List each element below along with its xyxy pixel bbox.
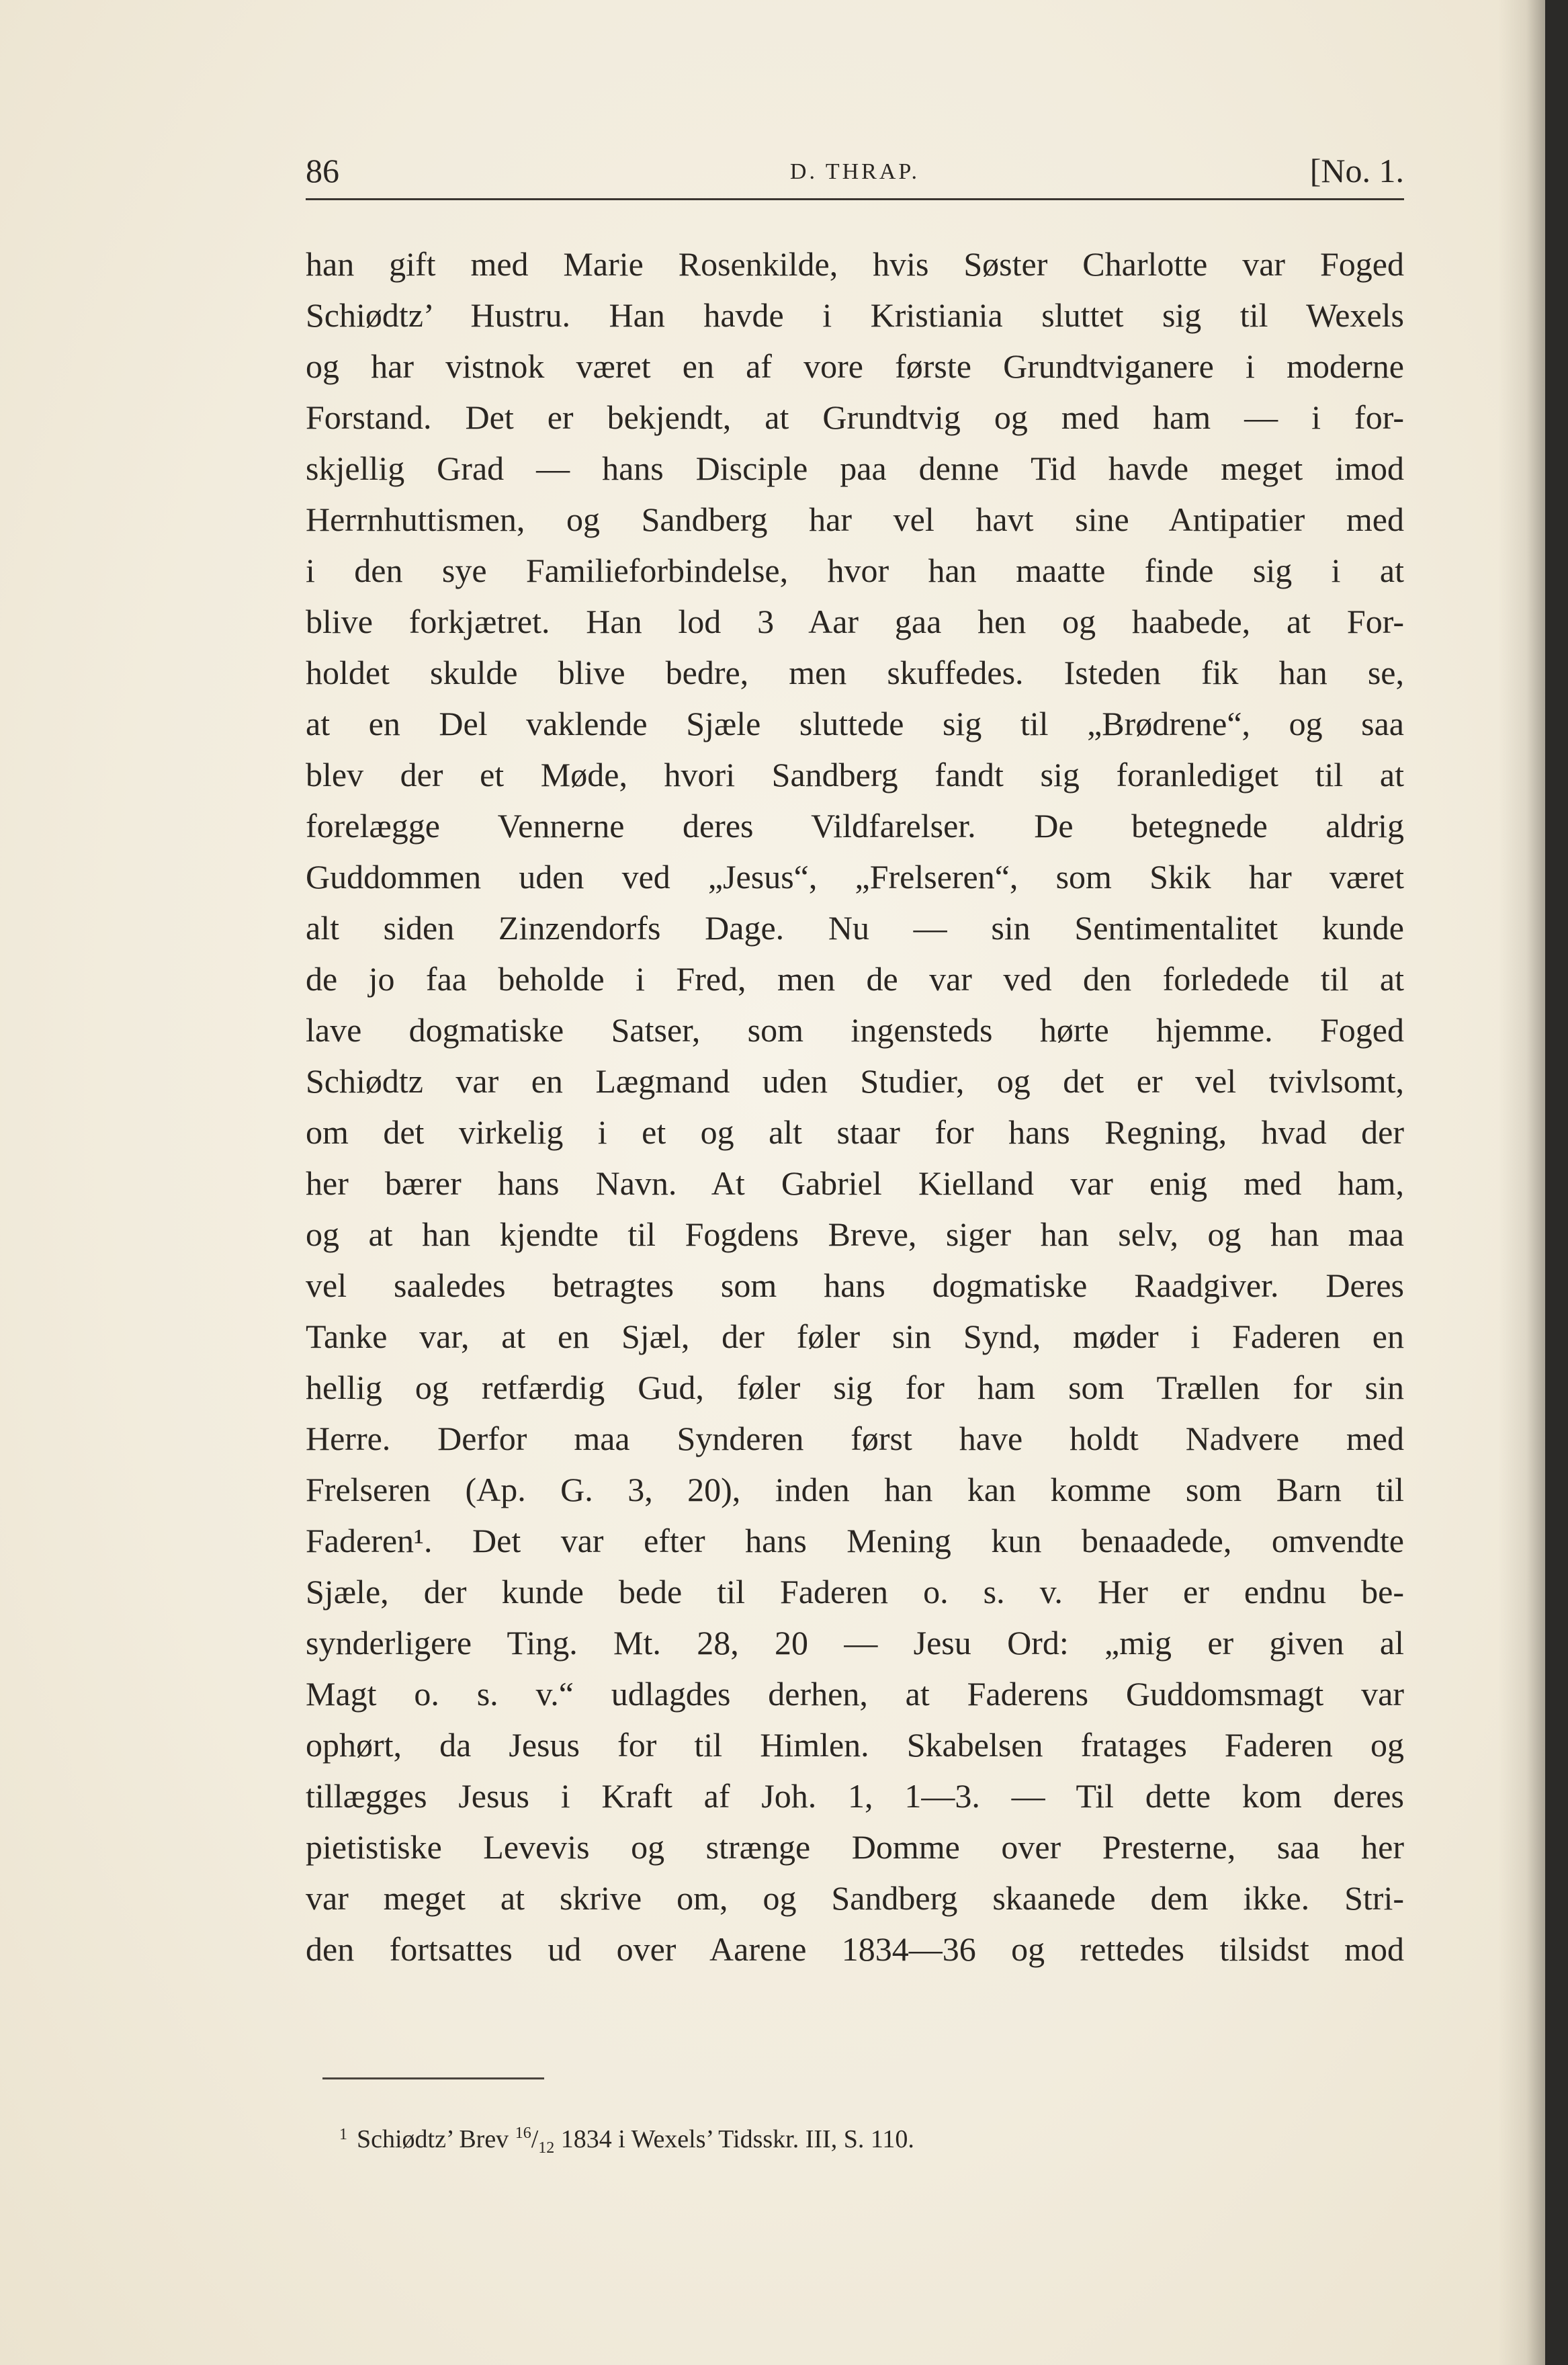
issue-number: [No. 1. <box>1309 152 1404 189</box>
footnote <box>339 2116 914 2165</box>
footnote-text-after: 1834 i Wexels’ Tidsskr. III, S. 110. <box>560 2125 914 2153</box>
text-line: de jo faa beholde i Fred, men de var ved den forledede til at <box>306 960 1404 998</box>
body-text <box>306 239 1404 1975</box>
text-line: Tanke var, at en Sjæl, der føler sin Synd, møder i Faderen en <box>306 1318 1404 1355</box>
text-line: og har vistnok været en af vore første Grundtviganere i moderne <box>306 347 1404 385</box>
text-line: om det virkelig i et og alt staar for hans Regning, hvad der <box>306 1113 1404 1151</box>
text-line: holdet skulde blive bedre, men skuffedes. Isteden fik han se, <box>306 654 1404 691</box>
text-line: den fortsattes ud over Aarene 1834—36 og rettedes tilsidst mod <box>306 1930 1404 1968</box>
text-line: Schiødtz’ Hustru. Han havde i Kristiania sluttet sig til Wexels <box>306 296 1404 334</box>
text-line: og at han kjendte til Fogdens Breve, siger han selv, og han maa <box>306 1215 1404 1253</box>
footnote-text-before: Schiødtz’ Brev <box>357 2125 509 2153</box>
text-line: lave dogmatiske Satser, som ingensteds hørte hjemme. Foged <box>306 1011 1404 1049</box>
page-number: 86 <box>306 152 339 189</box>
text-line: Schiødtz var en Lægmand uden Studier, og det er vel tvivlsomt, <box>306 1062 1404 1100</box>
fraction-denominator: 12 <box>538 2139 555 2157</box>
text-line: i den sye Familieforbindelse, hvor han maatte finde sig i at <box>306 552 1404 589</box>
page-edge-shadow <box>1498 0 1545 2365</box>
page-header <box>306 151 1404 200</box>
text-line: her bærer hans Navn. At Gabriel Kielland var enig med ham, <box>306 1164 1404 1202</box>
footnote-date-fraction: $^{16}/_{12}$ <box>515 2124 555 2157</box>
fraction-numerator: 16 <box>515 2124 531 2142</box>
text-line: synderligere Ting. Mt. 28, 20 — Jesu Ord: „mig er given al <box>306 1624 1404 1662</box>
text-line: han gift med Marie Rosenkilde, hvis Søster Charlotte var Foged <box>306 245 1404 283</box>
text-line: ophørt, da Jesus for til Himlen. Skabelsen fratages Faderen og <box>306 1726 1404 1764</box>
text-line: Faderen¹. Det var efter hans Mening kun benaadede, omvendte <box>306 1522 1404 1559</box>
text-line: Forstand. Det er bekjendt, at Grundtvig og med ham — i for- <box>306 398 1404 436</box>
text-line: vel saaledes betragtes som hans dogmatiske Raadgiver. Deres <box>306 1266 1404 1304</box>
text-line: alt siden Zinzendorfs Dage. Nu — sin Sentimentalitet kunde <box>306 909 1404 947</box>
text-line: Guddommen uden ved „Jesus“, „Frelseren“, som Skik har været <box>306 858 1404 896</box>
text-line: skjellig Grad — hans Disciple paa denne Tid havde meget imod <box>306 449 1404 487</box>
text-line: forelægge Vennerne deres Vildfarelser. De betegnede aldrig <box>306 807 1404 845</box>
running-head: D. THRAP. <box>789 159 920 184</box>
text-line: Frelseren (Ap. G. 3, 20), inden han kan komme som Barn til <box>306 1471 1404 1508</box>
text-line: blev der et Møde, hvori Sandberg fandt sig foranlediget til at <box>306 756 1404 793</box>
text-line: pietistiske Levevis og strænge Domme over Presterne, saa her <box>306 1828 1404 1866</box>
text-line: hellig og retfærdig Gud, føler sig for ham som Trællen for sin <box>306 1369 1404 1406</box>
text-line: tillægges Jesus i Kraft af Joh. 1, 1—3. — Til dette kom deres <box>306 1777 1404 1815</box>
text-line: Herrnhuttismen, og Sandberg har vel havt sine Antipatier med <box>306 501 1404 538</box>
text-line: blive forkjætret. Han lod 3 Aar gaa hen og haabede, at For- <box>306 603 1404 640</box>
text-line: Sjæle, der kunde bede til Faderen o. s. v. Her er endnu be- <box>306 1573 1404 1610</box>
text-line: Herre. Derfor maa Synderen først have holdt Nadvere med <box>306 1420 1404 1457</box>
text-line: var meget at skrive om, og Sandberg skaanede dem ikke. Stri- <box>306 1879 1404 1917</box>
footnote-marker: 1 <box>339 2126 347 2143</box>
footnote-rule <box>322 2077 544 2079</box>
text-line: at en Del vaklende Sjæle sluttede sig til „Brødrene“, og saa <box>306 705 1404 742</box>
text-line: Magt o. s. v.“ udlagdes derhen, at Faderens Guddomsmagt var <box>306 1675 1404 1713</box>
